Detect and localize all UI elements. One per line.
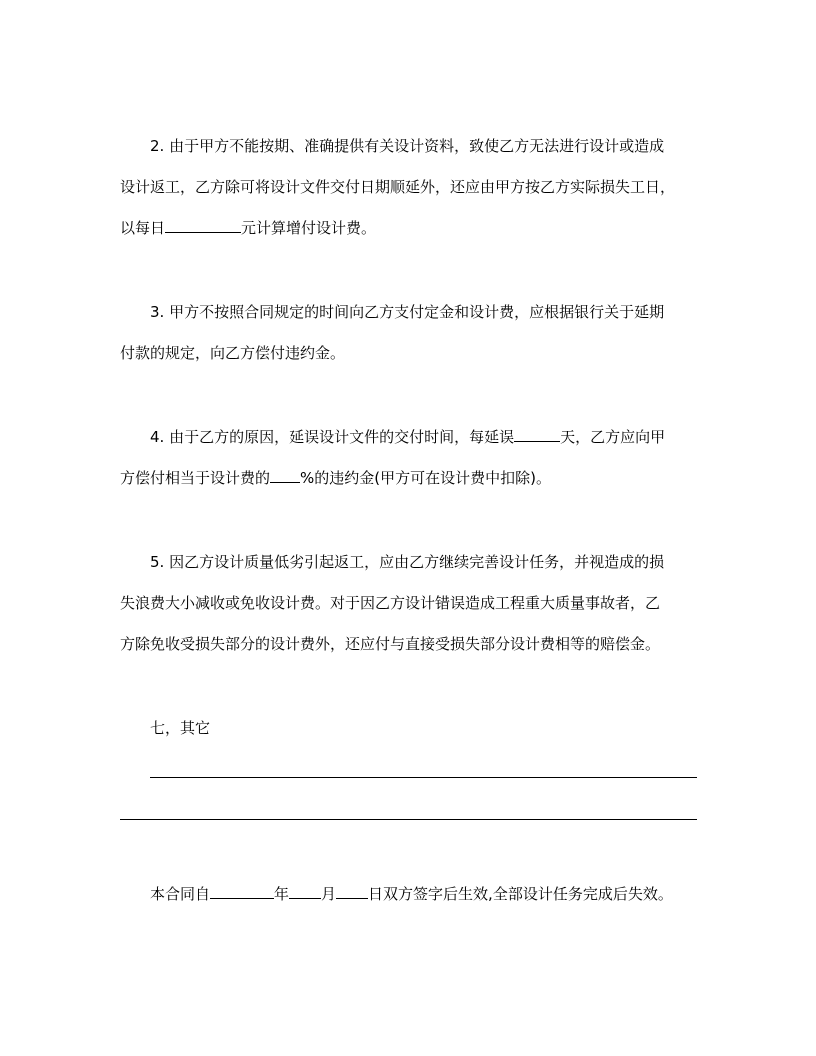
clause-2-line-2: 设计返工，乙方除可将设计文件交付日期顺延外，还应由甲方按乙方实际损失工日， <box>120 178 676 196</box>
clause-5 <box>120 542 698 665</box>
clause-4-line-2-prefix: 方偿付相当于设计费的 <box>120 469 271 487</box>
delay-days-blank[interactable] <box>514 440 560 442</box>
clause-2-line-3-prefix: 以每日 <box>120 219 166 237</box>
clause-5-line-2: 失浪费大小减收或免收设计费。对于因乙方设计错误造成工程重大质量事故者，乙 <box>120 594 661 612</box>
clause-3 <box>120 292 698 374</box>
year-label: 年 <box>274 885 290 903</box>
clause-5-line-1: 5. 因乙方设计质量低劣引起返工，应由乙方继续完善设计任务，并视造成的损 <box>150 553 665 571</box>
clause-4-line-1-prefix: 4. 由于乙方的原因，延误设计文件的交付时间，每延误 <box>150 428 515 446</box>
other-terms-line-2[interactable] <box>120 819 697 820</box>
clause-4-line-2-suffix: %的违约金(甲方可在设计费中扣除)。 <box>300 469 551 487</box>
clause-3-line-2: 付款的规定，向乙方偿付违约金。 <box>120 344 346 362</box>
other-terms-line-1[interactable] <box>150 777 697 778</box>
section-seven-heading: 七，其它 <box>150 719 211 737</box>
daily-fee-blank[interactable] <box>165 231 241 233</box>
clause-2-line-1: 2. 由于甲方不能按期、准确提供有关设计资料，致使乙方无法进行设计或造成 <box>150 137 665 155</box>
day-blank[interactable] <box>336 897 368 899</box>
clause-2-line-3 <box>120 208 698 249</box>
clause-5-line-3: 方除免收受损失部分的设计费外，还应付与直接受损失部分设计费相等的赔偿金。 <box>120 635 661 653</box>
year-blank[interactable] <box>210 897 274 899</box>
effective-suffix: 日双方签字后生效,全部设计任务完成后失效。 <box>368 885 673 903</box>
clause-3-line-1: 3. 甲方不按照合同规定的时间向乙方支付定金和设计费，应根据银行关于延期 <box>150 303 665 321</box>
clause-2 <box>120 126 698 249</box>
clause-2-line-3-suffix: 元计算增付设计费。 <box>241 219 377 237</box>
clause-4 <box>120 417 698 499</box>
month-blank[interactable] <box>289 897 321 899</box>
clause-4-line-1-suffix: 天，乙方应向甲 <box>560 428 666 446</box>
clause-4-line-1 <box>120 417 698 458</box>
effective-prefix: 本合同自 <box>150 885 211 903</box>
penalty-percent-blank[interactable] <box>270 481 300 483</box>
clause-4-line-2 <box>120 458 698 499</box>
month-label: 月 <box>321 885 337 903</box>
effective-clause <box>120 874 698 915</box>
